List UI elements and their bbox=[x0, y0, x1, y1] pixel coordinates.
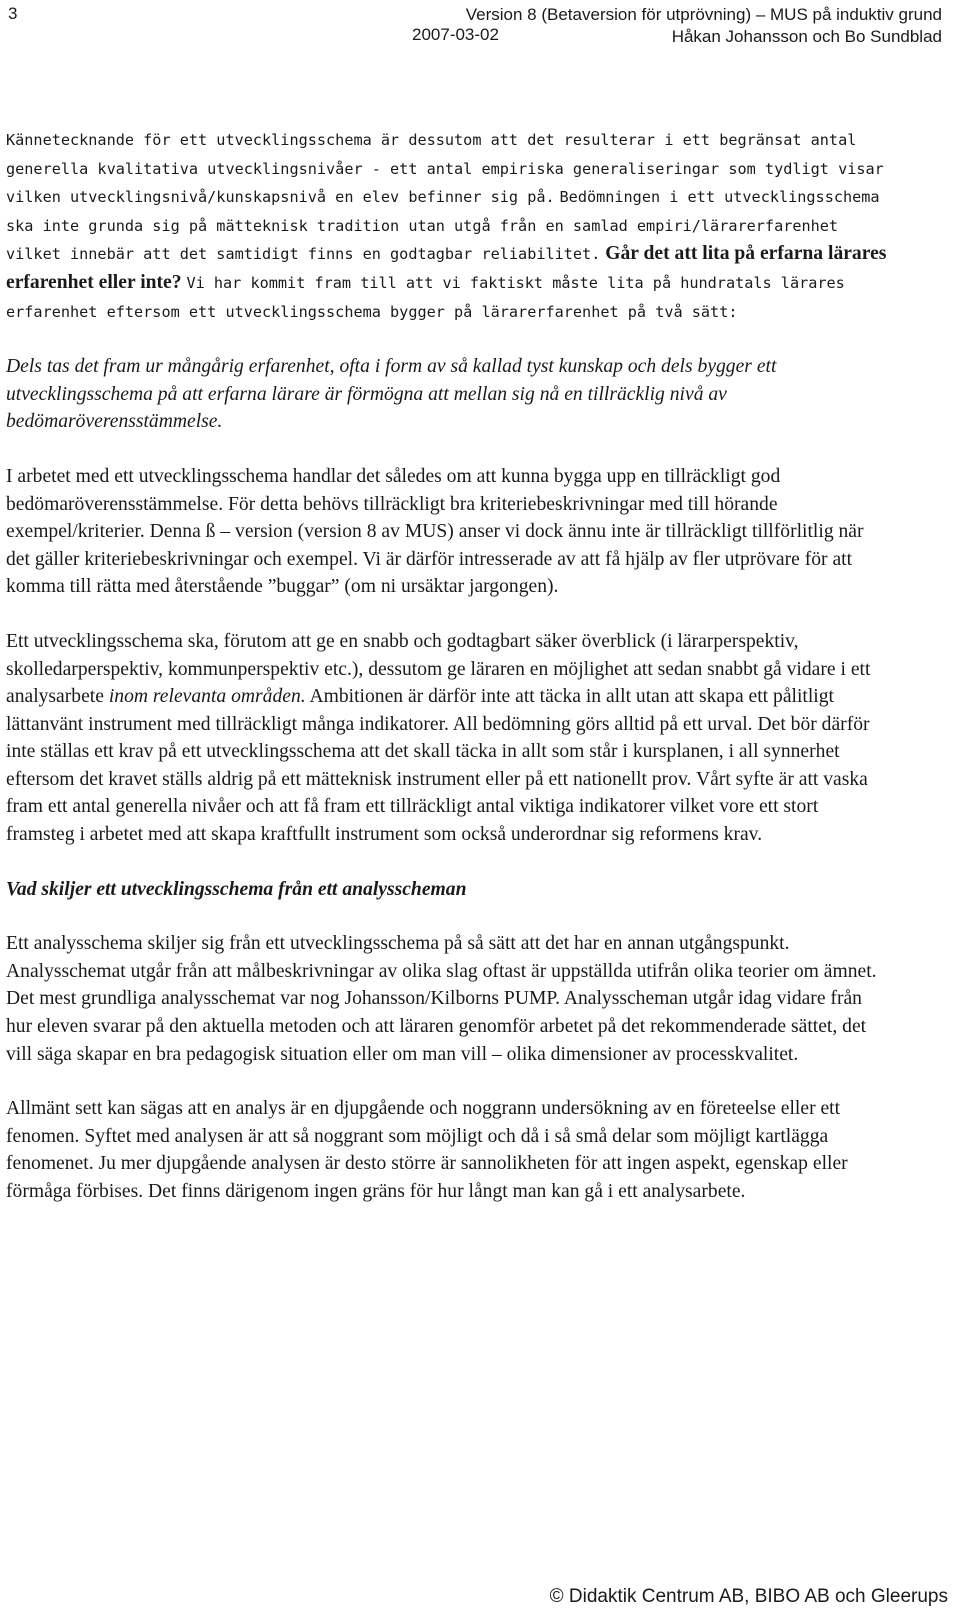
page-header bbox=[0, 0, 960, 60]
page-number: 3 bbox=[8, 4, 18, 23]
header-authors: Håkan Johansson och Bo Sundblad bbox=[671, 27, 942, 46]
paragraph-overblick bbox=[6, 628, 891, 849]
paragraph-bedomaroverensstammelse: I arbetet med ett utvecklingsschema handlar det således om att kunna bygga upp en tillräckligt god bedömaröverensstämmelse. För detta behövs tillräckligt bra kriteriebeskrivningar med till hörande exempel/kriterier. Denna ß – version (version 8 av MUS) anser vi dock ännu inte är tillräckligt tillförlitlig när det gäller kriteriebeskrivningar och exempel. Vi är därför intresserade av att få hjälp av fler utprövare för att komma till rätta med återstående ”buggar” (om ni ursäktar jargongen). bbox=[6, 465, 864, 598]
header-right bbox=[466, 4, 942, 48]
header-date: 2007-03-02 bbox=[412, 25, 499, 44]
paragraph-intro bbox=[6, 126, 891, 326]
document-body bbox=[6, 126, 891, 1206]
section-heading: Vad skiljer ett utvecklingsschema från ett analysscheman bbox=[6, 878, 467, 900]
paragraph-analysschema: Ett analysschema skiljer sig från ett utvecklingsschema på så sätt att det har en annan utgångspunkt. Analysschemat utgår från att målbeskrivningar av olika slag oftast är uppställda utifrån olika teorier om ämnet. Det mest grundliga analysschemat var nog Johansson/Kilborns PUMP. Analysscheman utgår idag vidare från hur eleven svarar på den aktuella metoden och att läraren genomför arbetet på det rekommenderade sättet, det vill säga skapar en bra pedagogisk situation eller om man vill – olika dimensioner av processkvalitet. bbox=[6, 933, 877, 1065]
overblick-part-a: Ett utvecklingsschema ska, förutom att ge en snabb och godtagbart säker överblick (i lärarperspektiv, skolledarperspektiv, kommunperspektiv etc.), dessutom ge läraren en möjlighet att sedan snabbt gå vidare i ett analysarbete bbox=[6, 630, 871, 708]
paragraph-analys: Allmänt sett kan sägas att en analys är en djupgående och noggrann undersökning av en företeelse eller ett fenomen. Syftet med analysen är att så noggrant som möjligt och då i så små delar som möjligt kartlägga fenomenet. Ju mer djupgående analysen är desto större är sannolikheten för att ingen aspekt, egenskap eller förmåga förbises. Det finns därigenom ingen gräns för hur långt man kan gå i ett analysarbete. bbox=[6, 1098, 848, 1202]
intro-sentence-conclusion: Vi har kommit fram till att vi faktiskt måste lita på hundratals lärares erfarenhet eftersom ett utvecklingsschema bygger på lärarerfarenhet på två sätt: bbox=[6, 273, 845, 321]
intro-bold-question: Går det att lita på erfarna lärares erfarenhet eller inte? bbox=[6, 243, 887, 293]
overblick-italic: inom relevanta områden. bbox=[108, 686, 306, 708]
paragraph-italic-quote: Dels tas det fram ur mångårig erfarenhet, ofta i form av så kallad tyst kunskap och dels bygger ett utvecklingsschema på att erfarna lärare är förmögna att mellan sig nå en tillräcklig nivå av bedömaröverensstämmelse. bbox=[6, 356, 777, 433]
intro-sentence-bedomning: Bedömningen i ett utvecklingsschema ska inte grunda sig på mätteknisk tradition utan utgå från en samlad empiri/lärarerfarenhet vilket innebär att det samtidigt finns en godtagbar reliabilitet. bbox=[6, 188, 880, 264]
intro-sentence-monospace: Kännetecknande för ett utvecklingsschema är dessutom att det resulterar i ett begränsat antal generella kvalitativa utvecklingsnivåer - ett antal empiriska generaliseringar som tydligt visar vilken utvecklingsnivå/kunskapsnivå en elev befinner sig på. bbox=[6, 131, 884, 207]
page-footer-copyright: © Didaktik Centrum AB, BIBO AB och Gleerups bbox=[549, 1586, 948, 1607]
overblick-part-b: Ambitionen är därför inte att täcka in allt utan att skapa ett pålitligt lättanvänt instrument med tillräckligt många indikatorer. All bedömning görs alltid på ett urval. Det bör därför inte ställas ett krav på ett utvecklingsschema att det skall täcka in allt som står i kursplanen, i all synnerhet eftersom det kravet ställs aldrig på ett mätteknisk instrument eller på ett nationellt prov. Vårt syfte är att vaska fram ett antal generella nivåer och att få fram ett tillräckligt antal viktiga indikatorer vilket vore ett stort framsteg i arbetet med att skapa kraftfullt instrument som också underordnar sig reformens krav. bbox=[6, 686, 870, 846]
header-version-line: Version 8 (Betaversion för utprövning) – MUS på induktiv grund bbox=[465, 5, 942, 24]
